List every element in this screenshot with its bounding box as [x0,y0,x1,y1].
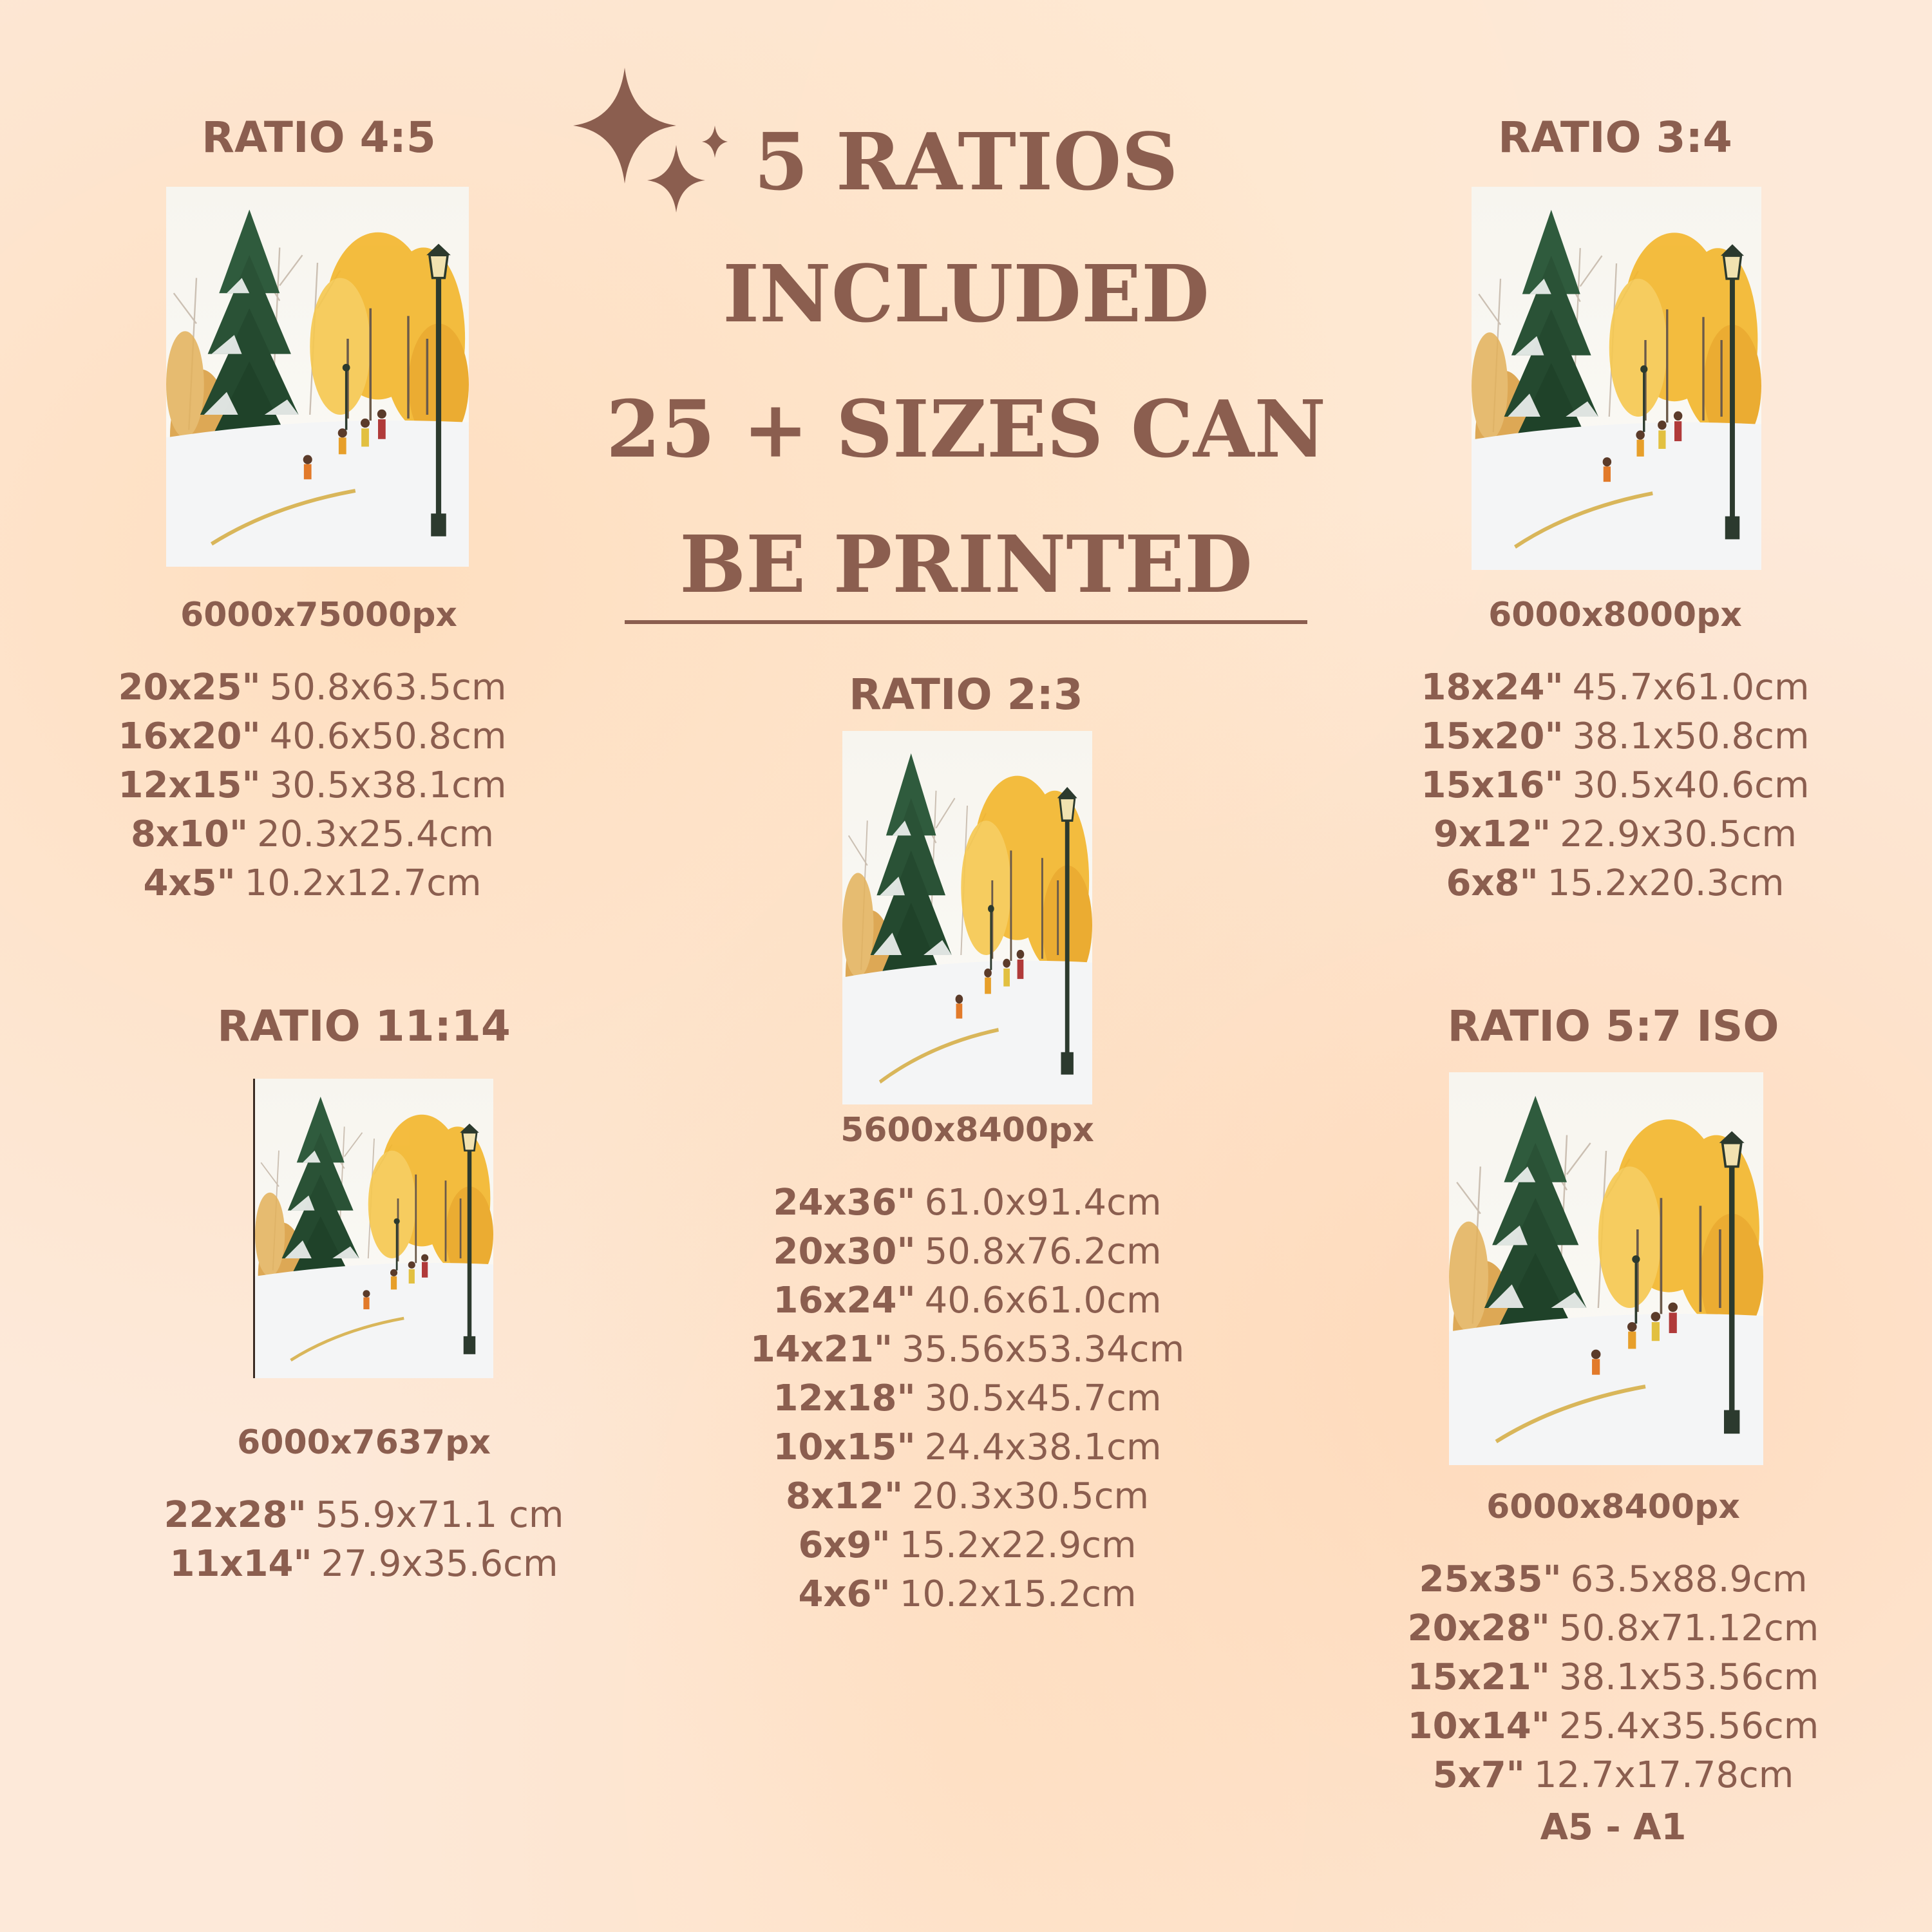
size-inches: 4x5" [143,862,236,904]
size-inches: 16x20" [118,715,261,757]
size-inches: 11x14" [169,1543,312,1585]
size-row [118,859,506,908]
size-cm: 35.56x53.34cm [902,1329,1185,1370]
title-line-2: INCLUDED [723,247,1209,340]
size-cm: 50.8x71.12cm [1558,1607,1819,1649]
size-row [750,1227,1184,1276]
size-row [750,1521,1184,1570]
size-inches: 9x12" [1433,813,1551,855]
size-cm: 30.5x40.6cm [1572,764,1810,806]
size-row [750,1374,1184,1423]
size-inches: 18x24" [1421,667,1564,708]
size-row [1408,1653,1819,1702]
ratio-4-5-heading: RATIO 4:5 [202,113,436,162]
size-cm: 15.2x22.9cm [899,1524,1137,1566]
size-inches: 4x6" [798,1573,891,1615]
size-row [1421,810,1809,859]
size-inches: 20x30" [773,1231,916,1273]
size-inches: 22x28" [164,1494,307,1536]
ratio-4-5-sizes [118,663,506,908]
size-inches: 6x9" [798,1524,891,1566]
size-row [1408,1702,1819,1751]
size-row [118,712,506,761]
size-row [164,1491,564,1540]
size-cm: 61.0x91.4cm [924,1182,1162,1224]
title-line-1: 5 RATIOS [753,115,1179,208]
size-inches: 12x15" [118,764,261,806]
artwork-11-14 [253,1079,493,1378]
size-row [118,761,506,810]
size-row [750,1423,1184,1472]
size-row [164,1540,564,1589]
size-row [118,810,506,859]
size-cm: 38.1x53.56cm [1558,1656,1819,1698]
size-inches: 14x21" [750,1329,893,1370]
size-cm: 15.2x20.3cm [1547,862,1785,904]
size-cm: 10.2x15.2cm [899,1573,1137,1615]
size-row [1421,761,1809,810]
title-divider [625,620,1307,624]
size-cm: 40.6x61.0cm [924,1280,1162,1321]
size-row [1408,1604,1819,1653]
size-row [750,1472,1184,1521]
size-cm: 20.3x30.5cm [912,1475,1150,1517]
size-cm: 22.9x30.5cm [1560,813,1797,855]
ratio-3-4-pixels: 6000x8000px [1488,596,1742,634]
size-cm: 45.7x61.0cm [1572,667,1810,708]
title-line-3: 25 + SIZES CAN [605,383,1327,475]
ratio-11-14-heading: RATIO 11:14 [217,1001,511,1051]
ratio-5-7-pixels: 6000x8400px [1486,1488,1740,1526]
size-inches: 15x21" [1407,1656,1550,1698]
size-cm: 38.1x50.8cm [1572,715,1810,757]
ratio-3-4-sizes [1421,663,1809,908]
ratio-5-7-extra: A5 - A1 [1540,1806,1687,1848]
title-line-4: BE PRINTED [679,518,1253,611]
sparkle-icon [567,61,734,216]
size-inches: 15x16" [1421,764,1564,806]
artwork-3-4 [1472,187,1761,570]
size-inches: 5x7" [1432,1754,1525,1796]
size-inches: 24x36" [773,1182,916,1224]
size-cm: 30.5x45.7cm [924,1378,1162,1419]
ratio-2-3-heading: RATIO 2:3 [849,670,1083,719]
size-cm: 20.3x25.4cm [257,813,495,855]
size-inches: 10x14" [1407,1705,1550,1747]
size-inches: 20x25" [118,667,261,708]
size-row [1408,1555,1819,1604]
ratio-2-3-sizes [750,1179,1184,1619]
artwork-5-7 [1449,1072,1763,1465]
size-cm: 40.6x50.8cm [269,715,507,757]
size-row [1421,859,1809,908]
ratio-11-14-pixels: 6000x7637px [237,1423,491,1462]
size-cm: 63.5x88.9cm [1570,1558,1808,1600]
size-row [118,663,506,712]
size-cm: 50.8x63.5cm [269,667,507,708]
ratio-2-3-pixels: 5600x8400px [840,1111,1094,1150]
size-row [1421,663,1809,712]
size-cm: 55.9x71.1 cm [315,1494,564,1536]
size-row [750,1276,1184,1325]
size-inches: 10x15" [773,1426,916,1468]
artwork-4-5 [166,187,469,567]
size-row [1408,1751,1819,1800]
size-inches: 12x18" [773,1378,916,1419]
size-row [750,1570,1184,1619]
size-cm: 12.7x17.78cm [1533,1754,1794,1796]
size-cm: 27.9x35.6cm [321,1543,558,1585]
size-inches: 20x28" [1407,1607,1550,1649]
size-row [1421,712,1809,761]
artwork-2-3 [842,731,1092,1104]
ratio-3-4-heading: RATIO 3:4 [1498,113,1732,162]
size-row [750,1325,1184,1374]
ratio-4-5-pixels: 6000x75000px [180,596,457,634]
size-cm: 24.4x38.1cm [924,1426,1162,1468]
size-inches: 6x8" [1446,862,1539,904]
size-inches: 15x20" [1421,715,1564,757]
size-cm: 30.5x38.1cm [269,764,507,806]
ratio-5-7-heading: RATIO 5:7 ISO [1447,1001,1779,1051]
ratio-11-14-sizes [164,1491,564,1589]
size-inches: 16x24" [773,1280,916,1321]
size-cm: 10.2x12.7cm [244,862,482,904]
size-cm: 25.4x35.56cm [1558,1705,1819,1747]
size-inches: 8x12" [785,1475,904,1517]
size-inches: 8x10" [130,813,249,855]
size-row [750,1179,1184,1227]
ratio-5-7-sizes [1408,1555,1819,1800]
size-inches: 25x35" [1419,1558,1562,1600]
size-cm: 50.8x76.2cm [924,1231,1162,1273]
